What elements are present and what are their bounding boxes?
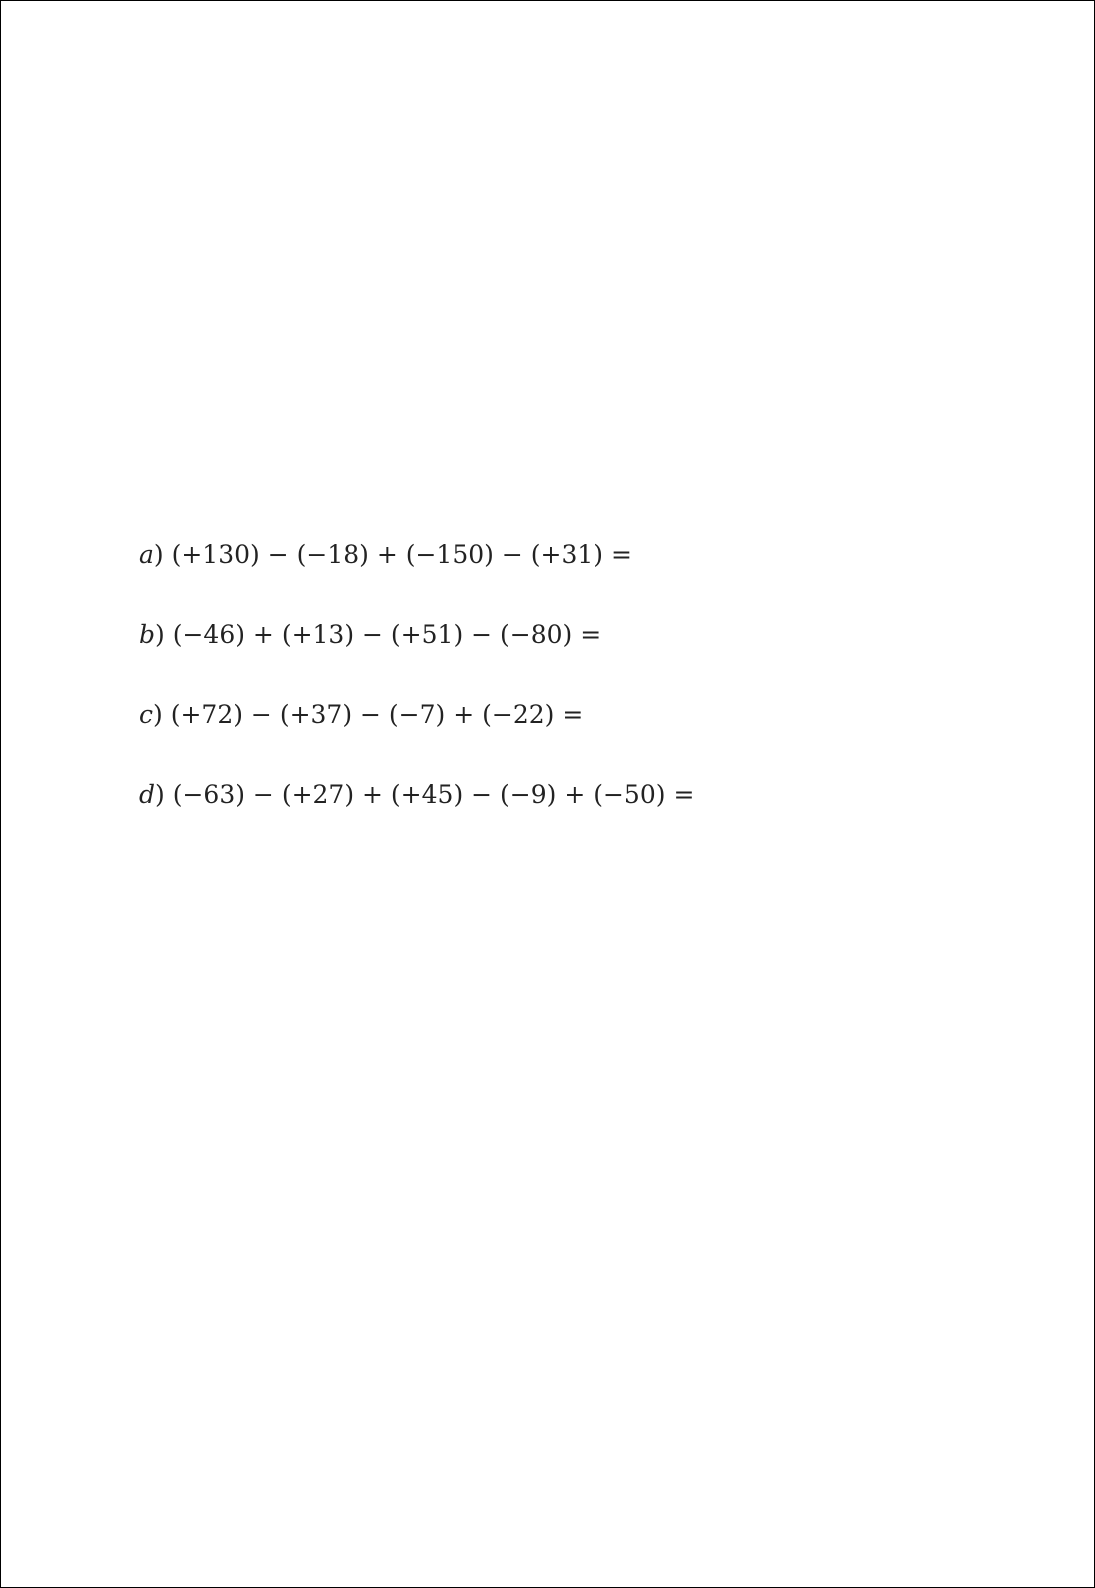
- exercise-letter: a: [139, 540, 154, 569]
- exercise-d: [139, 777, 694, 857]
- exercise-b: [139, 617, 694, 697]
- exercise-expression: ) (+130) − (−18) + (−150) − (+31) =: [153, 540, 632, 569]
- exercise-letter: b: [139, 620, 156, 649]
- exercise-expression: ) (+72) − (+37) − (−7) + (−22) =: [153, 700, 584, 729]
- exercise-letter: d: [139, 780, 156, 809]
- exercise-list: [139, 537, 694, 857]
- exercise-c: [139, 697, 694, 777]
- exercise-expression: ) (−46) + (+13) − (+51) − (−80) =: [155, 620, 602, 649]
- exercise-expression: ) (−63) − (+27) + (+45) − (−9) + (−50) =: [155, 780, 695, 809]
- exercise-letter: c: [139, 700, 154, 729]
- exercise-a: [139, 537, 694, 617]
